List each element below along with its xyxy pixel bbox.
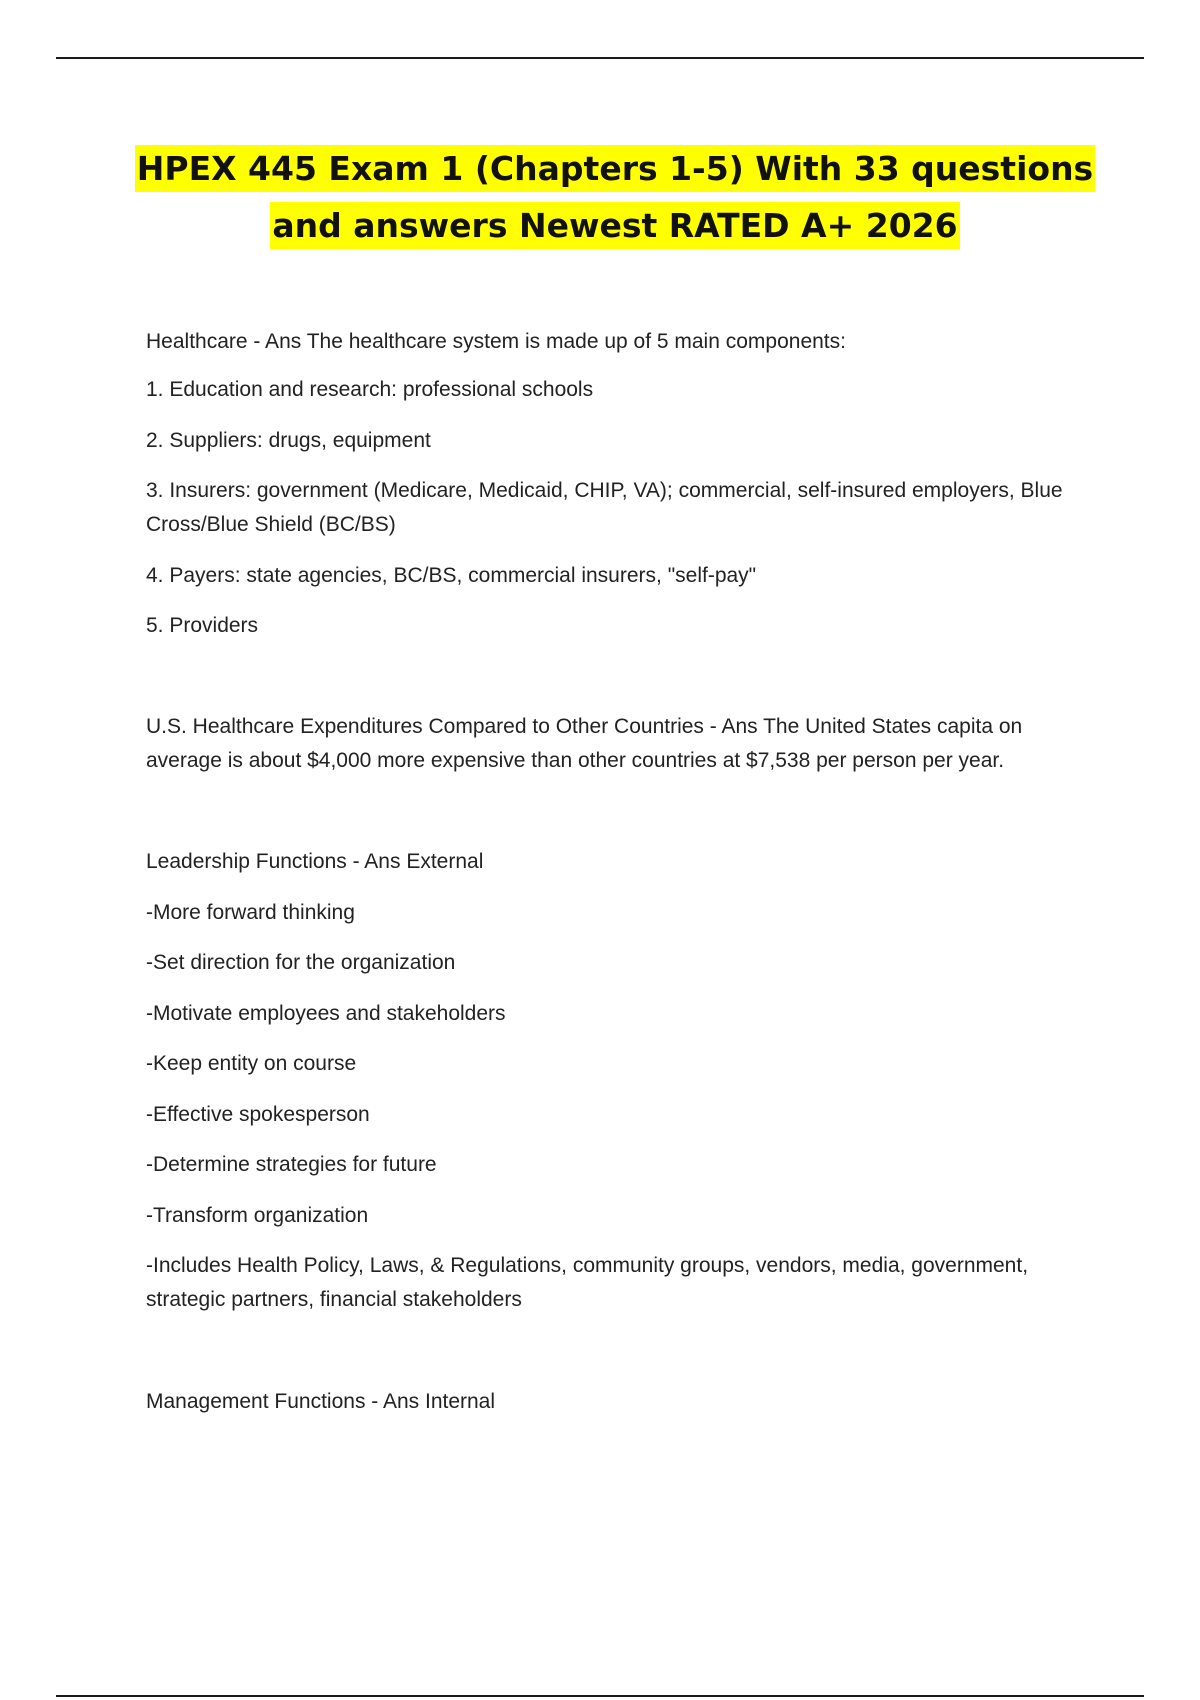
list-item-insurers: 3. Insurers: government (Medicare, Medicaid, CHIP, VA); commercial, self-insured employers, Blue Cross/Blue Shield (BC/BS) [146,479,1063,536]
list-item-providers: 5. Providers [146,614,259,637]
footer-rule [56,1695,1144,1697]
header-rule [56,57,1144,59]
document-title [100,140,1130,254]
list-item-keep-course: -Keep entity on course [146,1052,357,1075]
list-item-includes: -Includes Health Policy, Laws, & Regulations, community groups, vendors, media, government, strategic partners, financial stakeholders [146,1254,1029,1311]
list-item-spokesperson: -Effective spokesperson [146,1103,370,1126]
answer-leadership: Leadership Functions - Ans External [146,850,484,873]
list-item-payers: 4. Payers: state agencies, BC/BS, commercial insurers, "self-pay" [146,564,757,587]
list-item-education: 1. Education and research: professional schools [146,378,594,401]
title-highlight: HPEX 445 Exam 1 (Chapters 1-5) With 33 questions and answers Newest RATED A+ 2026 [135,145,1095,249]
list-item-strategies: -Determine strategies for future [146,1153,437,1176]
list-item-transform: -Transform organization [146,1204,369,1227]
list-item-forward-thinking: -More forward thinking [146,901,355,924]
answer-healthcare: Healthcare - Ans The healthcare system is made up of 5 main components: [146,330,846,353]
list-item-suppliers: 2. Suppliers: drugs, equipment [146,429,431,452]
answer-expenditures: U.S. Healthcare Expenditures Compared to Other Countries - Ans The United States capita on average is about $4,000 more expensive than other countries at $7,538 per person per year. [146,715,1023,772]
answer-management: Management Functions - Ans Internal [146,1390,496,1413]
list-item-set-direction: -Set direction for the organization [146,951,456,974]
list-item-motivate: -Motivate employees and stakeholders [146,1002,506,1025]
